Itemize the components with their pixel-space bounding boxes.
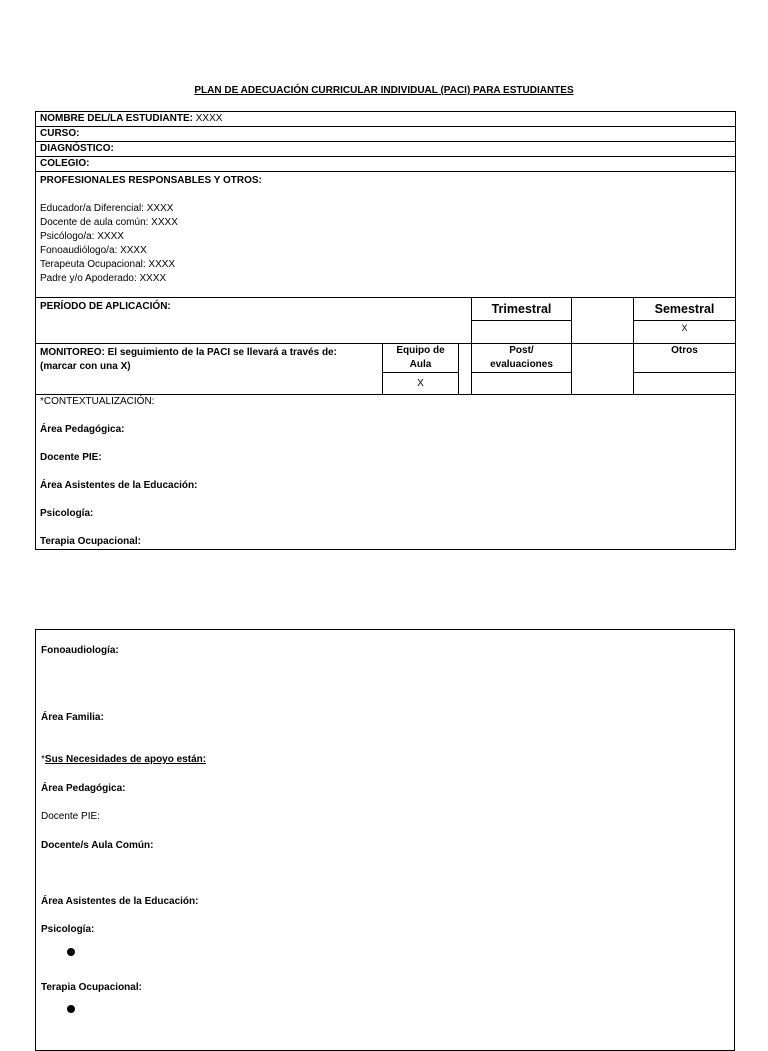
p2-docente-aula-comun: Docente/s Aula Común: <box>41 840 154 851</box>
context-area-pedagogica: Área Pedagógica: <box>40 424 125 435</box>
profesionales-row <box>36 172 736 298</box>
document-title: PLAN DE ADECUACIÓN CURRICULAR INDIVIDUAL (PACI) PARA ESTUDIANTES <box>194 85 574 96</box>
context-docente-pie: Docente PIE: <box>40 452 102 463</box>
periodo-semestral: Semestral <box>634 298 736 321</box>
profesional-item: Fonoaudiólogo/a: XXXX <box>40 245 147 256</box>
context-terapia-ocupacional: Terapia Ocupacional: <box>40 536 141 547</box>
colegio-label: COLEGIO: <box>36 157 736 172</box>
trimestral-mark-cell <box>472 321 572 344</box>
profesional-item: Psicólogo/a: XXXX <box>40 231 124 242</box>
p2-area-asistentes: Área Asistentes de la Educación: <box>41 896 199 907</box>
colegio-row <box>36 157 736 172</box>
profesional-item: Terapeuta Ocupacional: XXXX <box>40 259 176 270</box>
paci-form-table <box>35 111 736 550</box>
contextualizacion-heading: *CONTEXTUALIZACIÓN: <box>40 396 155 407</box>
curso-row <box>36 127 736 142</box>
post-mark-cell <box>472 373 572 395</box>
student-name-value: XXXX <box>195 113 223 124</box>
monitoreo-row <box>36 344 736 373</box>
context-area-asistentes: Área Asistentes de la Educación: <box>40 480 198 491</box>
profesionales-label: PROFESIONALES RESPONSABLES Y OTROS: <box>40 175 262 186</box>
periodo-row <box>36 298 736 321</box>
monitoreo-blank-cell <box>459 344 472 395</box>
monitoreo-blank-cell-2 <box>572 344 634 395</box>
apoyo-heading-text: Sus Necesidades de apoyo están: <box>44 754 207 765</box>
diagnostico-label: DIAGNÓSTICO: <box>36 142 736 157</box>
periodo-label: PERÍODO DE APLICACIÓN: <box>36 298 472 344</box>
student-name-row <box>36 112 736 127</box>
profesional-item: Docente de aula común: XXXX <box>40 217 178 228</box>
bullet-icon <box>67 1005 75 1013</box>
bullet-icon <box>67 948 75 956</box>
apoyo-heading <box>41 754 206 765</box>
p2-area-pedagogica: Área Pedagógica: <box>41 783 126 794</box>
equipo-aula-label: Equipo de <box>396 345 445 356</box>
semestral-mark: X <box>634 321 736 344</box>
area-familia-label: Área Familia: <box>41 712 104 723</box>
equipo-aula-label-2: Aula <box>409 359 432 370</box>
monitoreo-sublabel: (marcar con una X) <box>40 361 131 372</box>
equipo-aula-mark: X <box>383 373 459 395</box>
post-evaluaciones-label: Post/ <box>509 345 534 356</box>
apoyo-prefix: * <box>41 754 45 765</box>
p2-terapia-ocupacional: Terapia Ocupacional: <box>41 982 142 993</box>
post-evaluaciones-label-2: evaluaciones <box>490 359 553 370</box>
monitoreo-label: MONITOREO: El seguimiento de la PACI se llevará a través de: <box>40 347 337 358</box>
student-name-label: NOMBRE DEL/LA ESTUDIANTE: <box>40 113 193 124</box>
periodo-trimestral: Trimestral <box>472 298 572 321</box>
otros-label: Otros <box>634 344 736 373</box>
periodo-blank-cell <box>572 298 634 344</box>
context-psicologia: Psicología: <box>40 508 94 519</box>
profesional-item: Padre y/o Apoderado: XXXX <box>40 273 167 284</box>
contextualizacion-row <box>36 395 736 550</box>
page-two-box <box>35 629 735 1051</box>
profesional-item: Educador/a Diferencial: XXXX <box>40 203 174 214</box>
fonoaudiologia-label: Fonoaudiología: <box>41 645 119 656</box>
otros-mark-cell <box>634 373 736 395</box>
curso-label: CURSO: <box>36 127 736 142</box>
p2-docente-pie: Docente PIE: <box>41 811 100 822</box>
diagnostico-row <box>36 142 736 157</box>
p2-psicologia: Psicología: <box>41 924 95 935</box>
